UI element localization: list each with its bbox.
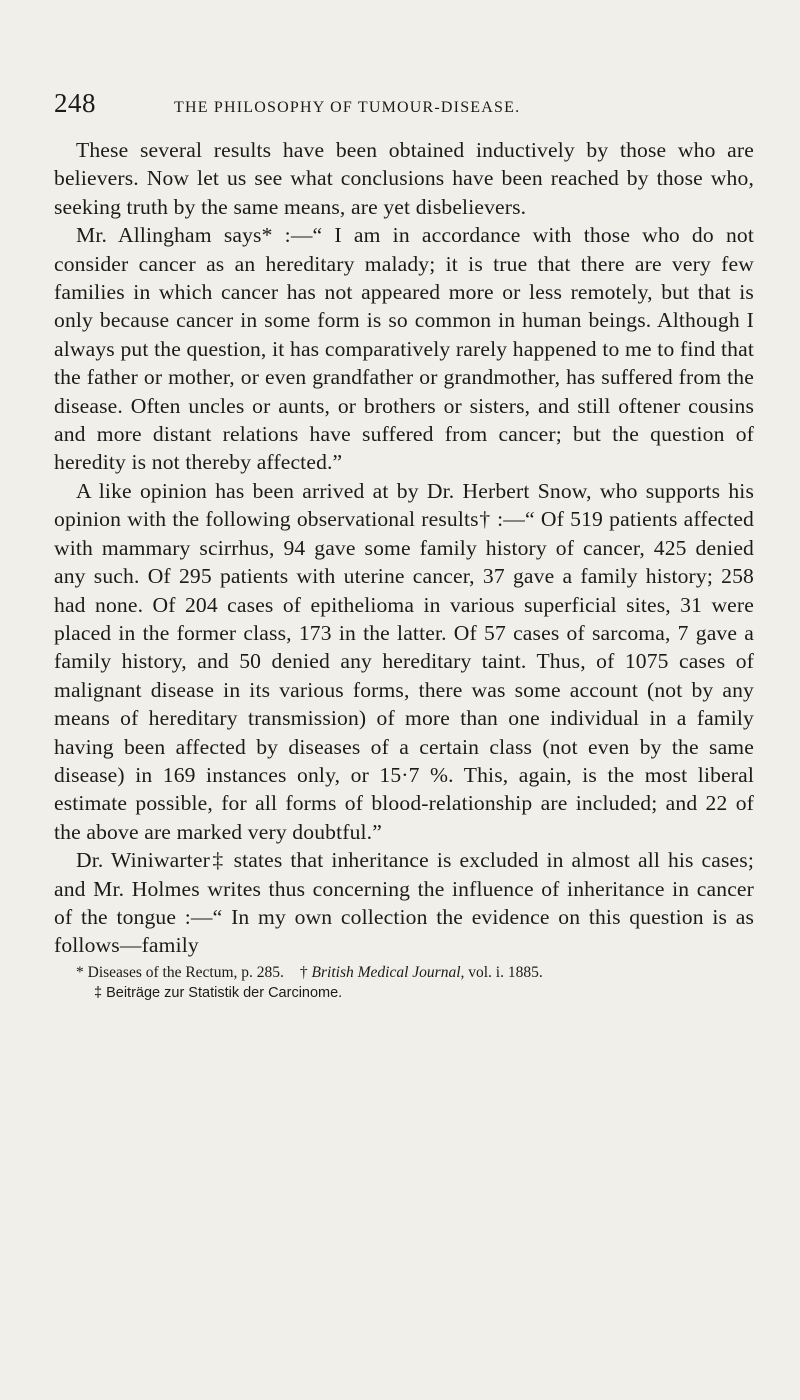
footnote-double-dagger: ‡ Beiträge zur Statistik der Carcinome.: [94, 984, 343, 1001]
body-text: [54, 136, 754, 960]
footnote-star: * Diseases of the Rectum, p. 285.: [76, 963, 284, 981]
page-number: 248: [54, 88, 96, 118]
running-head: [54, 88, 754, 132]
paragraph-snow: A like opinion has been arrived at by Dr. Herbert Snow, who supports his opinion with the following observational results† :—“ Of 519 patients affected with mammary scirrhus, 94 gave some family history of cancer, 425 denied any such. Of 295 patients with uterine cancer, 37 gave a family history; 258 had none. Of 204 cases of epithelioma in various superficial sites, 31 were placed in the former class, 173 in the latter. Of 57 cases of sarcoma, 7 gave a family history, and 50 denied any hereditary taint. Thus, of 1075 cases of malignant disease in its various forms, there was some account (not by any means of hereditary transmission) of more than one individual in a family having been affected by diseases of a certain class (not even by the same disease) in 169 instances only, or 15·7 %. This, again, is the most liberal estimate possible, for all forms of blood-relationship are included; and 22 of the above are marked very doubtful.”: [54, 478, 754, 844]
footnote-row: [54, 963, 754, 983]
paragraph-allingham: Mr. Allingham says* :—“ I am in accordance with those who do not consider cancer as an hereditary malady; it is true that there are very few families in which cancer has not appeared more or less remotely, but that is only because cancer in some form is so common in human beings. Although I always put the question, it has comparatively rarely happened to me to find that the father or mother, or even grandfather or grandmother, has suffered from the disease. Often uncles or aunts, or brothers or sisters, and still oftener cousins and more distant relations have suffered from cancer; but the question of heredity is not thereby affected.”: [54, 223, 754, 475]
footnotes: [54, 963, 754, 1003]
book-page: [54, 88, 754, 1358]
footnote-dagger: [300, 963, 543, 983]
running-title: THE PHILOSOPHY OF TUMOUR-DISEASE.: [174, 99, 521, 116]
footnote-dagger-title: British Medical Journal,: [311, 963, 465, 981]
paragraph-intro: These several results have been obtained inductively by those who are believers. Now let us see what conclusions have been reached by those who, seeking truth by the same means, are yet disbelievers.: [54, 138, 754, 219]
footnote-dagger-rest: vol. i. 1885.: [464, 963, 543, 981]
paragraph-winiwarter: Dr. Winiwarter‡ states that inheritance is excluded in almost all his cases; and Mr. Holmes writes thus concerning the influence of inheritance in cancer of the tongue :—“ In my own collection the evidence on this question is as follows—family: [54, 848, 754, 958]
footnote-dagger-mark: †: [299, 963, 312, 981]
